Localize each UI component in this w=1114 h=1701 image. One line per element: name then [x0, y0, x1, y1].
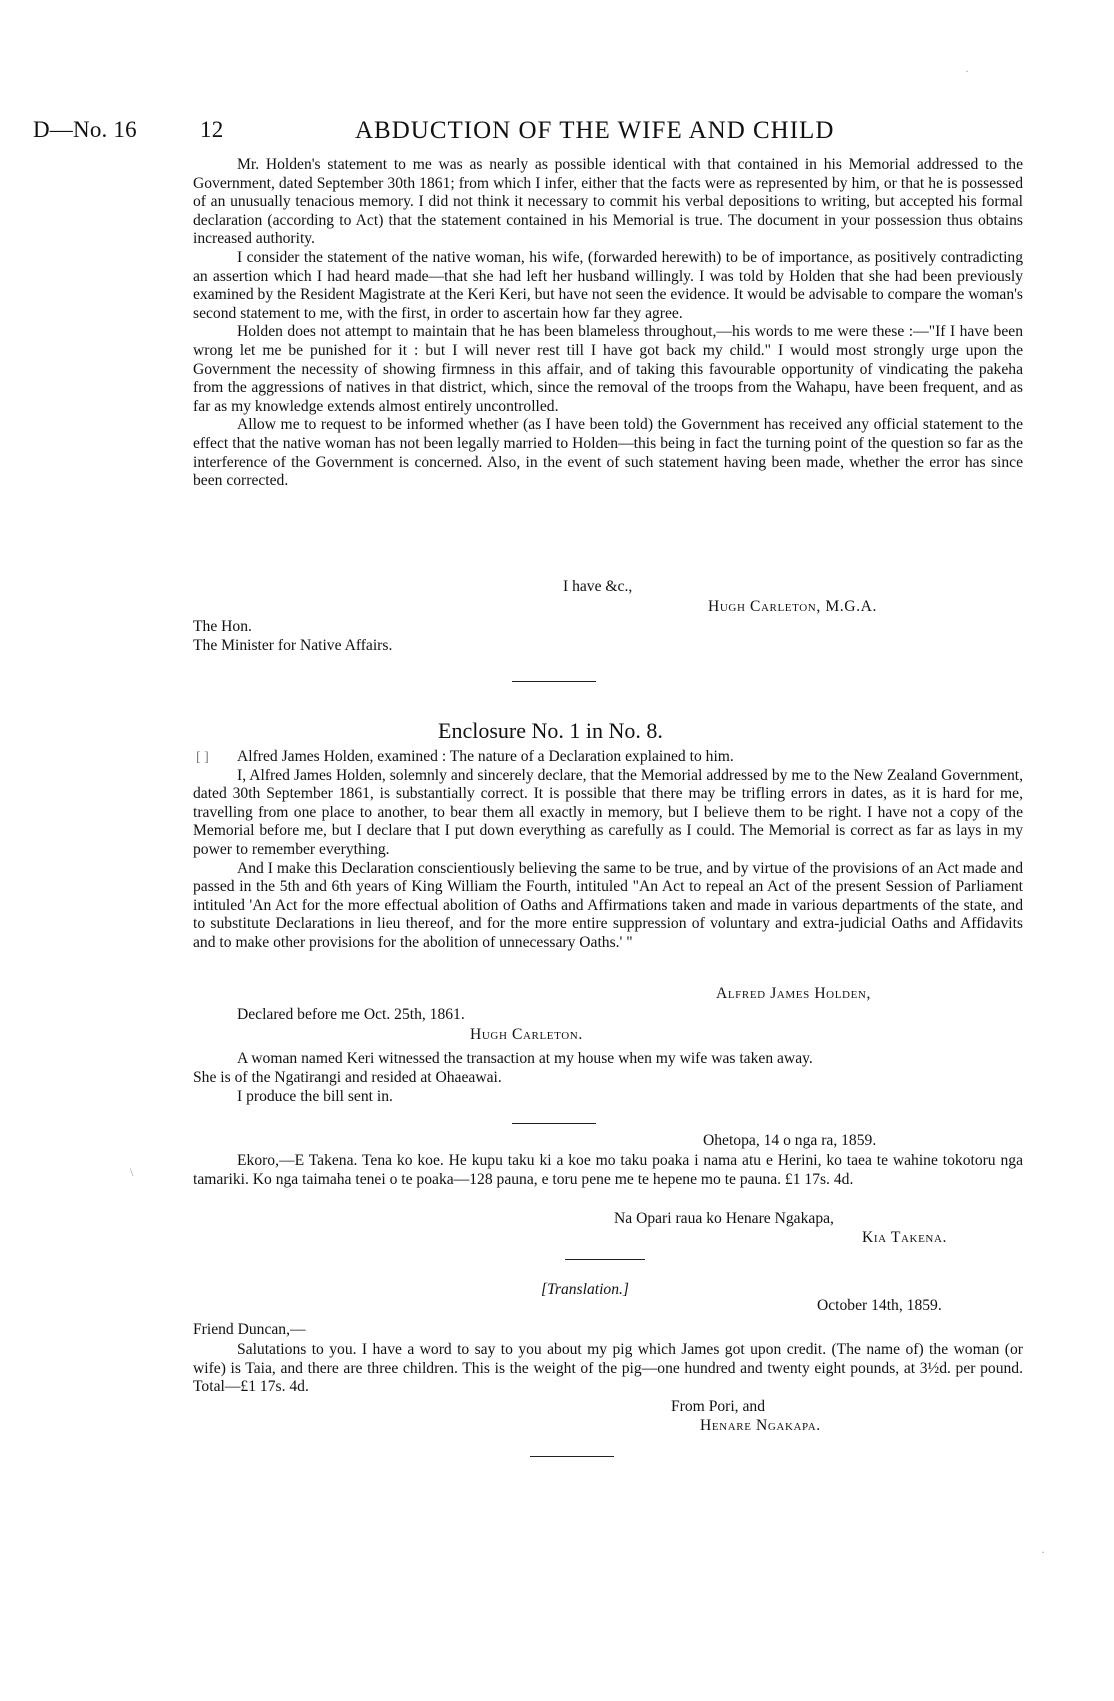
letter-paragraph: I consider the statement of the native woman, his wife, (forwarded herewith) to be of importance, as positively contradicting an assertion which I had heard made—that she had left her husband willingly. I was told by Holden that she had been previously examined by the Resident Magistrate at the Keri Keri, but have not seen the evidence. It would be advisable to compare the woman's second statement to me, with the first, in order to ascertain how far they agree. [193, 248, 1023, 322]
translation-label-text: Translation. [547, 1281, 623, 1298]
page-title: ABDUCTION OF THE WIFE AND CHILD [355, 117, 835, 144]
enclosure-line: Alfred James Holden, examined : The nature of a Declaration explained to him. [237, 748, 734, 765]
letter-signature: Hugh Carleton, M.G.A. [708, 598, 877, 615]
translation-label: [Translation.] [541, 1281, 629, 1298]
witness-signature: Hugh Carleton. [470, 1026, 583, 1043]
addressee-line: The Minister for Native Affairs. [193, 637, 393, 654]
declarant-signature: Alfred James Holden, [716, 985, 871, 1002]
letter-closing: I have &c., [563, 578, 633, 595]
enclosure-paragraph: I, Alfred James Holden, solemnly and sincerely declare, that the Memorial addressed by me to the New Zealand Government, dated 30th September 1861, is substantially correct. It is possible that there may be trifling errors in dates, as it is hard for me, travelling from one place to another, to bear them all exactly in memory, but I believe them to be right. I have not a copy of the Memorial before me, but I declare that I put down everything as carefully as I could. The Memorial is correct as far as lays in my power to remember everything. [193, 766, 1023, 858]
letter-paragraph: Mr. Holden's statement to me was as nearly as possible identical with that contained in his Memorial addressed to the Government, dated September 30th 1861; from which I infer, either that the facts were as represented by him, or that he is possessed of an unusually tenacious memory. I did not think it necessary to commit his verbal depositions to writing, but accepted his formal declaration (according to Act) that the statement contained in his Memorial is true. The document in your possession thus obtains increased authority. [193, 156, 1023, 248]
scan-speck: \ [130, 1165, 134, 1179]
maori-letter-body [193, 1152, 1023, 1189]
page-number: 12 [200, 117, 224, 142]
maori-letter-sign: Na Opari raua ko Henare Ngakapa, [614, 1210, 834, 1227]
letter-paragraph: Allow me to request to be informed whether (as I have been told) the Government has received any official statement to the effect that the native woman has not been legally married to Holden—this being in fact the turning point of the question so far as the interference of the Government is concerned. Also, in the event of such statement having been made, whether the error has since been corrected. [193, 416, 1023, 490]
section-divider [530, 1456, 614, 1457]
statement-line: I produce the bill sent in. [237, 1088, 393, 1105]
letter-paragraph: Holden does not attempt to maintain that he has been blameless throughout,—his words to me were these :—"If I have been wrong let me be punished for it : but I will never rest till I have got back my child." I would most strongly urge upon the Government the necessity of showing firmness in this affair, and of taking this favourable opportunity of vindicating the pakeha from the aggressions of natives in that district, which, since the removal of the troops from the Wahapu, have been frequent, and as far as my knowledge extends almost entirely uncontrolled. [193, 323, 1023, 415]
section-divider [512, 681, 596, 682]
series-number: D—No. 16 [33, 117, 137, 142]
scan-speck: · [965, 64, 969, 78]
section-divider [565, 1259, 645, 1260]
maori-letter-sign: Kia Takena. [862, 1229, 948, 1246]
translation-greeting: Friend Duncan,— [193, 1321, 306, 1338]
letter-body [193, 156, 1023, 491]
enclosure-body [193, 748, 1023, 953]
maori-letter-date: Ohetopa, 14 o nga ra, 1859. [703, 1132, 877, 1149]
bracket-mark: [ ] [196, 750, 209, 765]
translation-paragraph: Salutations to you. I have a word to say to you about my pig which James got upon credit. (The name of) the woman (or wife) is Taia, and there are three children. This is the weight of the pig—one hundred and twenty eight pounds, at 3½d. per pound. Total—£1 17s. 4d. [193, 1341, 1023, 1396]
statement-line: A woman named Keri witnessed the transaction at my house when my wife was taken away. [237, 1050, 813, 1067]
enclosure-heading: Enclosure No. 1 in No. 8. [438, 718, 663, 743]
scan-speck: · [1041, 1545, 1045, 1559]
translation-sign: Henare Ngakapa. [700, 1417, 821, 1434]
section-divider [512, 1123, 596, 1124]
maori-letter-paragraph: Ekoro,—E Takena. Tena ko koe. He kupu taku ki a koe mo taku poaka i nama atu e Herini, ko taea te wahine tokotoru nga tamariki. Ko nga taimaha tenei o te poaka—128 pauna, e toru pene me te hepene mo te pauna. £1 17s. 4d. [193, 1152, 1023, 1188]
translation-body [193, 1341, 1023, 1397]
declared-line: Declared before me Oct. 25th, 1861. [237, 1006, 465, 1023]
addressee-line: The Hon. [193, 618, 252, 635]
enclosure-paragraph: And I make this Declaration conscientiously believing the same to be true, and by virtue of the provisions of an Act made and passed in the 5th and 6th years of King William the Fourth, intituled "An Act to repeal an Act of the present Session of Parliament intituled 'An Act for the more effectual abolition of Oaths and Affirmations taken and made in various departments of the state, and to substitute Declarations in lieu thereof, and for the more entire suppression of voluntary and extra-judicial Oaths and Affidavits and to make other provisions for the abolition of unnecessary Oaths.' " [193, 859, 1023, 951]
translation-date: October 14th, 1859. [817, 1297, 942, 1314]
translation-sign: From Pori, and [671, 1398, 765, 1415]
statement-line: She is of the Ngatirangi and resided at Ohaeawai. [193, 1069, 502, 1086]
